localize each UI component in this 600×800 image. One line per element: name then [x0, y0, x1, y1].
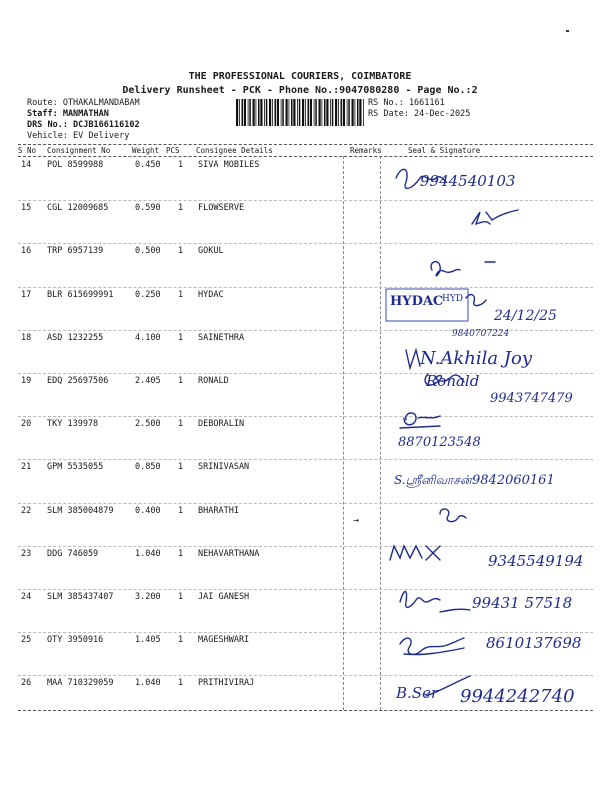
row-consignee: BHARATHI — [198, 505, 239, 516]
row-pcs: 1 — [178, 160, 184, 170]
handwritten-phone-24: 99431 57518 — [472, 594, 573, 612]
barcode-bar — [355, 99, 356, 126]
row-sno: 24 — [21, 592, 32, 602]
table-row — [0, 376, 600, 419]
barcode-bar — [357, 99, 359, 126]
row-sno: 17 — [21, 289, 32, 300]
barcode-bar — [348, 99, 350, 126]
barcode-bar — [260, 99, 262, 126]
barcode-bar — [291, 99, 293, 126]
row-pcs: 1 — [178, 505, 184, 516]
barcode-bar — [347, 99, 348, 126]
vehicle-text: Vehicle: EV Delivery — [27, 131, 130, 141]
table-row — [0, 290, 600, 333]
row-sno: 21 — [21, 462, 32, 473]
handwritten-name-19: Ronald — [426, 372, 480, 390]
barcode-bar — [315, 99, 317, 126]
row-divider — [18, 416, 593, 417]
rs-date-text: RS Date: 24-Dec-2025 — [368, 109, 471, 119]
barcode-bar — [326, 99, 328, 126]
table-header — [0, 144, 600, 156]
handwritten-phone-18: 9840707224 — [452, 329, 510, 339]
barcode-bar — [319, 99, 321, 126]
handwritten-date-17: 24/12/25 — [494, 308, 557, 324]
row-pcs: 1 — [178, 548, 184, 559]
row-pcs: 1 — [178, 332, 184, 343]
barcode-bar — [264, 99, 265, 126]
table-row — [0, 635, 600, 678]
row-pcs: 1 — [178, 203, 184, 214]
row-weight: 0.850 — [135, 462, 161, 473]
row-consignment: GPM 5535055 — [47, 462, 104, 473]
col-weight: Weight — [132, 146, 160, 155]
col-consignee: Consignee Details — [196, 146, 273, 155]
barcode-bar — [338, 99, 339, 126]
row-weight: 0.250 — [135, 289, 161, 300]
barcode-bar — [244, 99, 246, 126]
row-divider — [18, 200, 593, 201]
row-divider — [18, 459, 593, 460]
row-consignment: TRP 6957139 — [47, 246, 104, 257]
handwritten-name-26: B.Ser — [396, 684, 439, 702]
barcode-bar — [335, 99, 337, 126]
row-weight: 1.040 — [135, 548, 161, 559]
barcode-bar — [258, 99, 260, 126]
row-pcs: 1 — [178, 592, 184, 602]
row-consignment: BLR 615699991 — [47, 289, 114, 300]
handwritten-name-21: S.ஸ்ரீனிவாசன் — [394, 473, 472, 487]
table-row — [0, 246, 600, 289]
row-consignment: SLM 385437407 — [47, 592, 114, 602]
handwritten-phone-19: 9943747479 — [490, 391, 573, 406]
drs-text: DRS No.: DCJB166116102 — [27, 120, 140, 130]
row-divider — [18, 503, 593, 504]
row-consignee: GOKUL — [198, 246, 224, 257]
row-sno: 22 — [21, 505, 32, 516]
row-consignee: SIVA MOBILES — [198, 160, 260, 170]
row-pcs: 1 — [178, 419, 184, 430]
runsheet-info-left — [27, 98, 140, 142]
row-sno: 20 — [21, 419, 32, 430]
row-consignee: PRITHIVIRAJ — [198, 678, 255, 689]
row-divider — [18, 675, 593, 676]
row-sno: 15 — [21, 203, 32, 214]
row-pcs: 1 — [178, 289, 184, 300]
barcode-bar — [302, 99, 304, 126]
row-sno: 19 — [21, 376, 32, 386]
stamp-text-b: HYD — [442, 294, 464, 304]
row-sno: 16 — [21, 246, 32, 257]
row-divider — [18, 373, 593, 374]
row-consignee: SAINETHRA — [198, 332, 245, 343]
row-pcs: 1 — [178, 635, 184, 646]
barcode-bar — [253, 99, 255, 126]
barcode-bar — [269, 99, 271, 126]
corner-mark — [566, 30, 569, 32]
handwritten-phone-26: 9944242740 — [460, 686, 575, 707]
col-remarks: Remarks — [350, 146, 382, 155]
barcode-bar — [242, 99, 244, 126]
barcode-bar — [314, 99, 315, 126]
barcode-bar — [266, 99, 268, 126]
row-consignee: FLOWSERVE — [198, 203, 245, 214]
barcode-bar — [275, 99, 277, 126]
table-row — [0, 506, 600, 549]
barcode-bar — [297, 99, 298, 126]
row-pcs: 1 — [178, 678, 184, 689]
barcode-bar — [299, 99, 301, 126]
barcode-bar — [282, 99, 284, 126]
row-consignee: NEHAVARTHANA — [198, 548, 260, 559]
row-weight: 1.405 — [135, 635, 161, 646]
stamp-text: HYDAC — [390, 294, 444, 309]
barcode-bar — [277, 99, 279, 126]
handwritten-phone-20: 8870123548 — [398, 435, 481, 450]
row-weight: 2.405 — [135, 376, 161, 386]
barcode-bar — [324, 99, 326, 126]
row-weight: 2.500 — [135, 419, 161, 430]
remark-arrow: → — [353, 515, 360, 526]
row-pcs: 1 — [178, 462, 184, 473]
handwritten-phone-14: 9944540103 — [420, 172, 516, 190]
barcode-bar — [359, 99, 361, 126]
barcode-bar — [281, 99, 282, 126]
row-weight: 0.590 — [135, 203, 161, 214]
row-consignee: MAGESHWARI — [198, 635, 250, 646]
col-consignment: Consignment No — [47, 146, 111, 155]
row-sno: 23 — [21, 548, 32, 559]
row-consignee: SRINIVASAN — [198, 462, 250, 473]
row-consignment: POL 8599988 — [47, 160, 104, 170]
table-row — [0, 678, 600, 721]
barcode-bar — [248, 99, 249, 126]
row-sno: 25 — [21, 635, 32, 646]
barcode-bar — [310, 99, 312, 126]
table-row — [0, 592, 600, 635]
row-consignment: ASD 1232255 — [47, 332, 104, 343]
handwritten-name-18: N.Akhila Joy — [420, 348, 533, 369]
barcode-bar — [236, 99, 238, 126]
handwritten-phone-25: 8610137698 — [486, 634, 582, 652]
barcode-bar — [249, 99, 251, 126]
row-divider — [18, 330, 593, 331]
row-divider — [18, 589, 593, 590]
row-weight: 0.450 — [135, 160, 161, 170]
row-divider — [18, 546, 593, 547]
barcode-bar — [293, 99, 295, 126]
barcode-image — [236, 99, 364, 126]
row-consignee: HYDAC — [198, 289, 224, 300]
row-consignee: DEBORALIN — [198, 419, 245, 430]
row-pcs: 1 — [178, 246, 184, 257]
row-consignment: MAA 710329059 — [47, 678, 114, 689]
barcode-bar — [330, 99, 331, 126]
row-consignment: CGL 12009685 — [47, 203, 109, 214]
row-sno: 18 — [21, 332, 32, 343]
row-consignment: SLM 385004879 — [47, 505, 114, 516]
handwritten-phone-23: 9345549194 — [488, 552, 584, 570]
barcode-bar — [256, 99, 257, 126]
table-bottom-rule — [18, 710, 593, 711]
staff-text: Staff: MANMATHAN — [27, 109, 109, 119]
barcode-bar — [352, 99, 354, 126]
handwritten-phone-21: 9842060161 — [472, 473, 555, 488]
row-sno: 14 — [21, 160, 32, 170]
row-consignee: RONALD — [198, 376, 229, 386]
rs-number-text: RS No.: 1661161 — [368, 98, 445, 108]
row-pcs: 1 — [178, 376, 184, 386]
table-row — [0, 419, 600, 462]
row-consignment: OTY 3950916 — [47, 635, 104, 646]
row-consignment: EDQ 25697506 — [47, 376, 109, 386]
table-row — [0, 160, 600, 203]
row-weight: 4.100 — [135, 332, 161, 343]
col-pcs: PCS — [166, 146, 180, 155]
row-divider — [18, 632, 593, 633]
row-weight: 0.500 — [135, 246, 161, 257]
row-weight: 3.200 — [135, 592, 161, 602]
row-consignment: DDG 746059 — [47, 548, 99, 559]
barcode-bar — [305, 99, 306, 126]
row-consignee: JAI GANESH — [198, 592, 250, 602]
company-title: THE PROFESSIONAL COURIERS, COIMBATORE — [188, 71, 412, 82]
barcode-bar — [341, 99, 343, 126]
row-divider — [18, 287, 593, 288]
table-row — [0, 462, 600, 505]
barcode-bar — [272, 99, 273, 126]
barcode-bar — [239, 99, 240, 126]
row-weight: 1.040 — [135, 678, 161, 689]
header-bottom-rule — [18, 156, 593, 157]
row-weight: 0.400 — [135, 505, 161, 516]
barcode-bar — [322, 99, 323, 126]
table-row — [0, 549, 600, 592]
row-consignment: TKY 139978 — [47, 419, 99, 430]
runsheet-info-right — [368, 98, 470, 120]
barcode-bar — [343, 99, 345, 126]
col-sno: S No — [18, 146, 37, 155]
barcode-bar — [286, 99, 288, 126]
runsheet-subtitle: Delivery Runsheet - PCK - Phone No.:9047080280 - Page No.:2 — [122, 85, 478, 96]
table-row — [0, 333, 600, 376]
barcode-bar — [289, 99, 290, 126]
barcode-bar — [308, 99, 310, 126]
row-divider — [18, 243, 593, 244]
route-text: Route: OTHAKALMANDABAM — [27, 98, 140, 108]
barcode-bar — [332, 99, 334, 126]
barcode-bar — [363, 99, 364, 126]
col-seal-signature: Seal & Signature — [408, 146, 481, 155]
table-row — [0, 203, 600, 246]
row-sno: 26 — [21, 678, 32, 689]
